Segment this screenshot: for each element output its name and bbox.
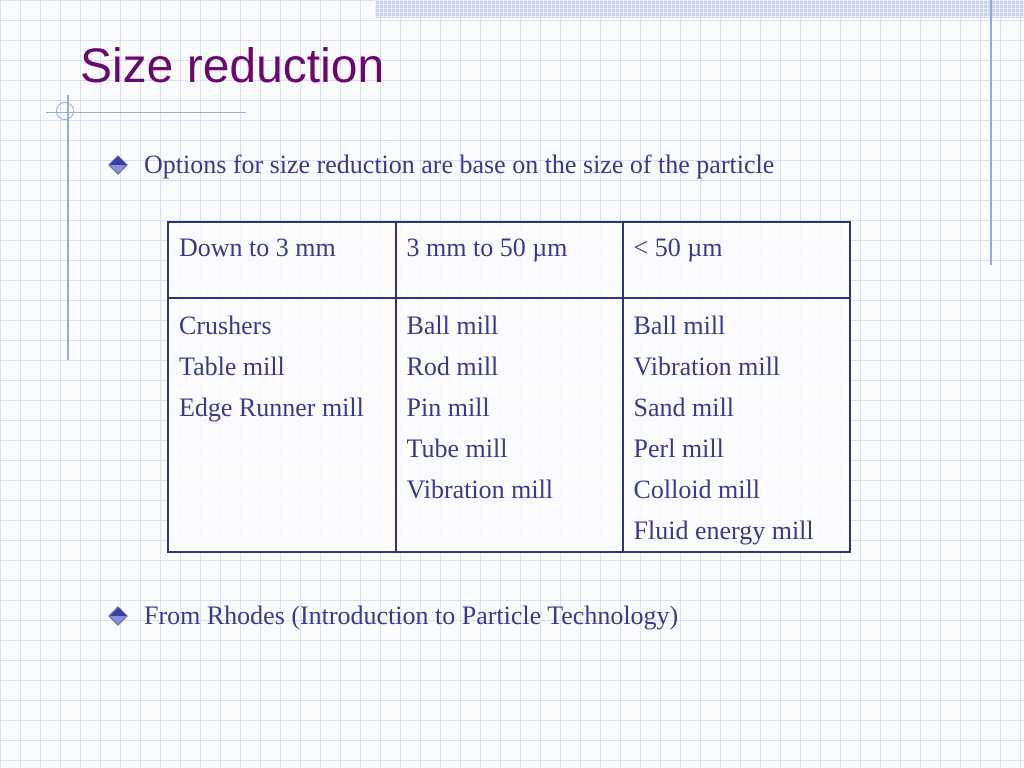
table-row [168,298,850,552]
header-text: 3 mm to 50 µm [406,233,568,262]
mill-name: Rod mill [406,352,499,381]
bullet-item [108,601,678,631]
header-text: < 50 µm [633,233,723,262]
mill-name: Crushers [179,311,272,340]
table-cell [396,298,623,552]
table-header-cell [623,222,850,298]
diamond-bullet-icon [110,157,127,174]
top-decorative-band [375,0,1024,18]
mill-table [167,221,851,553]
mill-name: Sand mill [633,393,734,422]
table-cell [623,298,850,552]
mill-name: Vibration mill [633,352,781,381]
mill-name: Table mill [179,352,285,381]
diamond-bullet-icon [110,608,127,625]
title-underline [46,112,246,113]
mill-name: Tube mill [406,434,508,463]
mill-name: Pin mill [406,393,490,422]
header-text: Down to 3 mm [179,233,336,262]
mill-name: Colloid mill [633,475,760,504]
mill-name: Fluid energy mill [633,516,814,545]
slide-title: Size reduction [80,40,385,93]
mill-name: Perl mill [633,434,724,463]
right-accent-line [990,0,992,265]
table-header-cell [396,222,623,298]
table-cell [168,298,396,552]
mill-name: Edge Runner mill [179,393,364,422]
bullet-text: From Rhodes (Introduction to Particle Technology) [144,601,679,630]
left-accent-line [67,95,69,360]
mill-name: Ball mill [633,311,726,340]
mill-name: Vibration mill [406,475,554,504]
table-header-row [168,222,850,298]
circle-ornament-icon [56,102,74,120]
table-header-cell [168,222,396,298]
bullet-text: Options for size reduction are base on the size of the particle [144,150,775,179]
bullet-item [108,150,774,180]
mill-name: Ball mill [406,311,499,340]
